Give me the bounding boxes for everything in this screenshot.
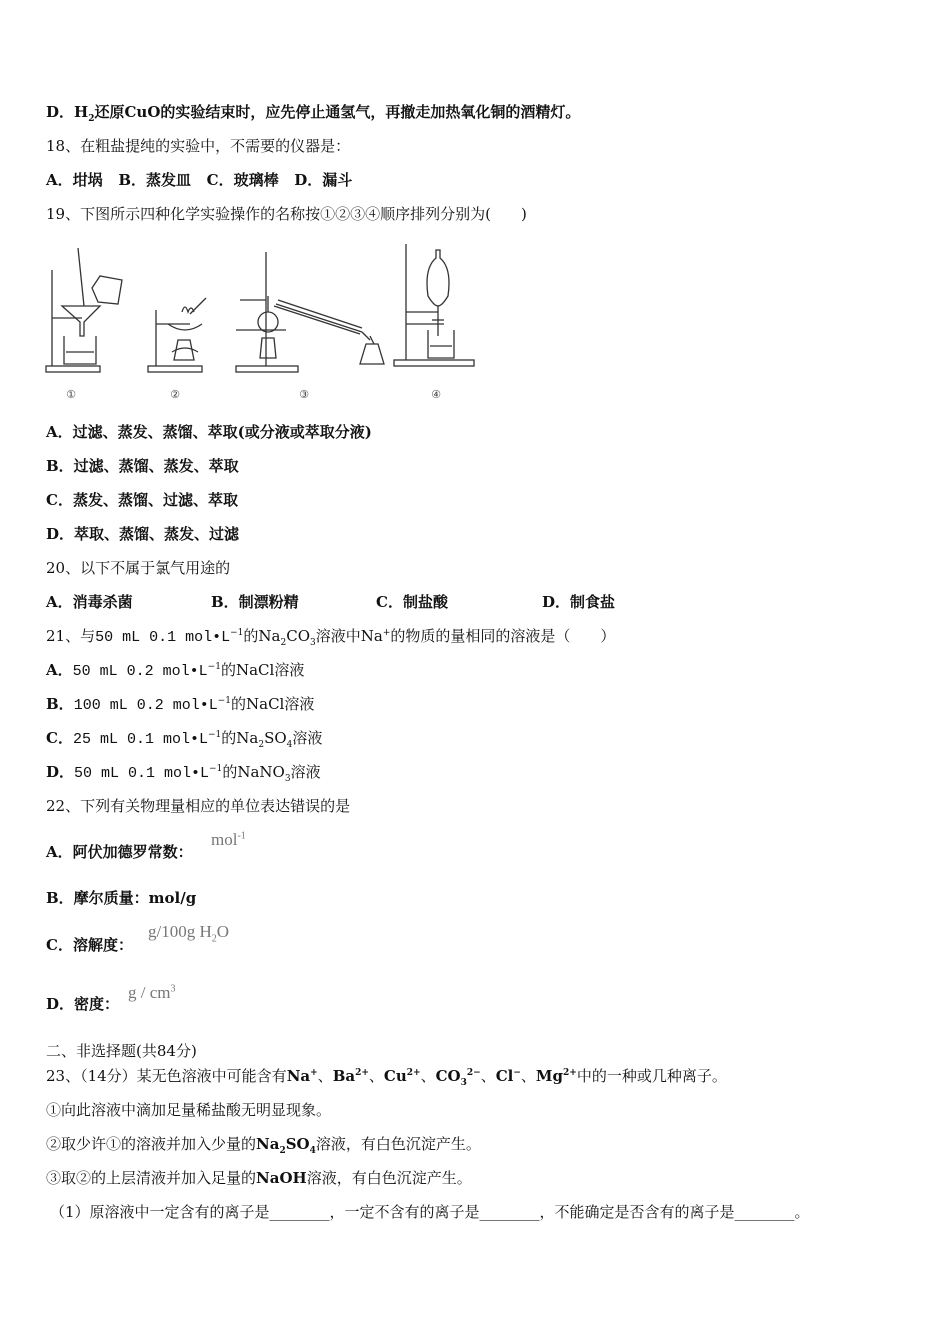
q18-option-d[interactable]: D．漏斗 [294,171,353,189]
q19-option-a[interactable]: A．过滤、蒸发、蒸馏、萃取(或分液或萃取分液) [46,423,372,441]
q21-option-c[interactable]: C．25 mL 0.1 $mol•L^{-1}$的$Na_2SO_4$溶液 [46,729,323,750]
ion-cu: $Cu^{2+}$ [383,1067,421,1085]
q20-option-d[interactable]: D．制食盐 [542,593,616,611]
q23-subquestion-1: （1）原溶液中一定含有的离子是________，一定不含有的离子是________，不能确定是否含有的离子是________。 [50,1203,810,1221]
q21-option-b[interactable]: B．100 mL 0.2 $mol•L^{-1}$的NaCl溶液 [46,695,315,714]
ion-ba: $Ba^{2+}$ [332,1067,369,1085]
section-title: 二、非选择题(共84分) [46,1042,197,1060]
q17-d-label: D． [46,103,75,121]
q22-a-unit: mol$^{-1}$ [211,830,246,849]
figure-label-2: ② [170,388,180,401]
evaporation-apparatus [148,298,206,372]
figure-label-3: ③ [299,388,309,401]
q19-option-b[interactable]: B．过滤、蒸馏、蒸发、萃取 [46,457,239,475]
ion-cl: Cl− [495,1067,521,1085]
separatory-funnel-apparatus [394,244,474,366]
q21-stem: 21、与50 mL 0.1 $mol•L^{-1}$的$Na_2CO_3$溶液中Na+的物质的量相同的溶液是（ ） [46,627,616,648]
q23-step-3: ③取②的上层清液并加入足量的NaOH溶液，有白色沉淀产生。 [46,1169,472,1187]
ion-mg: $Mg^{2+}$ [535,1067,577,1085]
q21-option-d[interactable]: D．50 mL 0.1 $mol•L^{-1}$的NaNO$_3$溶液 [46,763,321,784]
q23-stem: 23、（14分）某无色溶液中可能含有Na+、$Ba^{2+}$、$Cu^{2+}$、$CO_3^{2-}$、Cl−、$Mg^{2+}$中的一种或几种离子。 [46,1067,727,1088]
figure-label-1: ① [66,388,76,401]
q22-option-d[interactable]: D．密度： [46,995,120,1013]
figure-label-4: ④ [431,388,441,401]
q19-stem: 19、下图所示四种化学实验操作的名称按①②③④顺序排列分别为( ) [46,205,527,223]
ion-na: Na+ [286,1067,318,1085]
h2-formula: H [74,103,89,121]
q22-d-unit: g / $cm^3$ [128,983,176,1002]
q20-stem: 20、以下不属于氯气用途的 [46,559,231,577]
q22-stem: 22、下列有关物理量相应的单位表达错误的是 [46,797,351,815]
q23-step-2: ②取少许①的溶液并加入少量的$Na_2SO_4$溶液，有白色沉淀产生。 [46,1135,481,1156]
q17-option-d: D．$H_2$还原CuO的实验结束时，应先停止通氢气，再撤走加热氧化铜的酒精灯。 [46,103,581,124]
distillation-apparatus [236,252,384,372]
cuo-formula: CuO [124,103,161,121]
q18-option-c[interactable]: C．玻璃棒 [206,171,279,189]
filtration-apparatus [46,248,122,372]
q19-option-d[interactable]: D．萃取、蒸馏、蒸发、过滤 [46,525,240,543]
ion-co3: $CO_3^{2-}$ [435,1067,481,1088]
q18-option-a[interactable]: A．坩埚 [46,171,103,189]
q18-stem: 18、在粗盐提纯的实验中，不需要的仪器是： [46,137,351,155]
q20-option-b[interactable]: B．制漂粉精 [211,593,299,611]
q22-option-c[interactable]: C．溶解度： [46,936,133,954]
q21-option-a[interactable]: A．50 mL 0.2 $mol•L^{-1}$的NaCl溶液 [46,661,305,680]
q19-option-c[interactable]: C．蒸发、蒸馏、过滤、萃取 [46,491,238,509]
q22-option-b[interactable]: B．摩尔质量：mol/g [46,889,197,907]
q18-options [46,170,352,190]
q22-c-unit: g/100g $H_2O$ [148,922,230,945]
q20-option-c[interactable]: C．制盐酸 [376,593,448,611]
q20-option-a[interactable]: A．消毒杀菌 [46,593,133,611]
q22-option-a[interactable]: A．阿伏加德罗常数： [46,843,193,861]
lab-apparatus-figure [40,240,490,405]
q23-step-1: ①向此溶液中滴加足量稀盐酸无明显现象。 [46,1101,332,1119]
q18-option-b[interactable]: B．蒸发皿 [118,171,191,189]
